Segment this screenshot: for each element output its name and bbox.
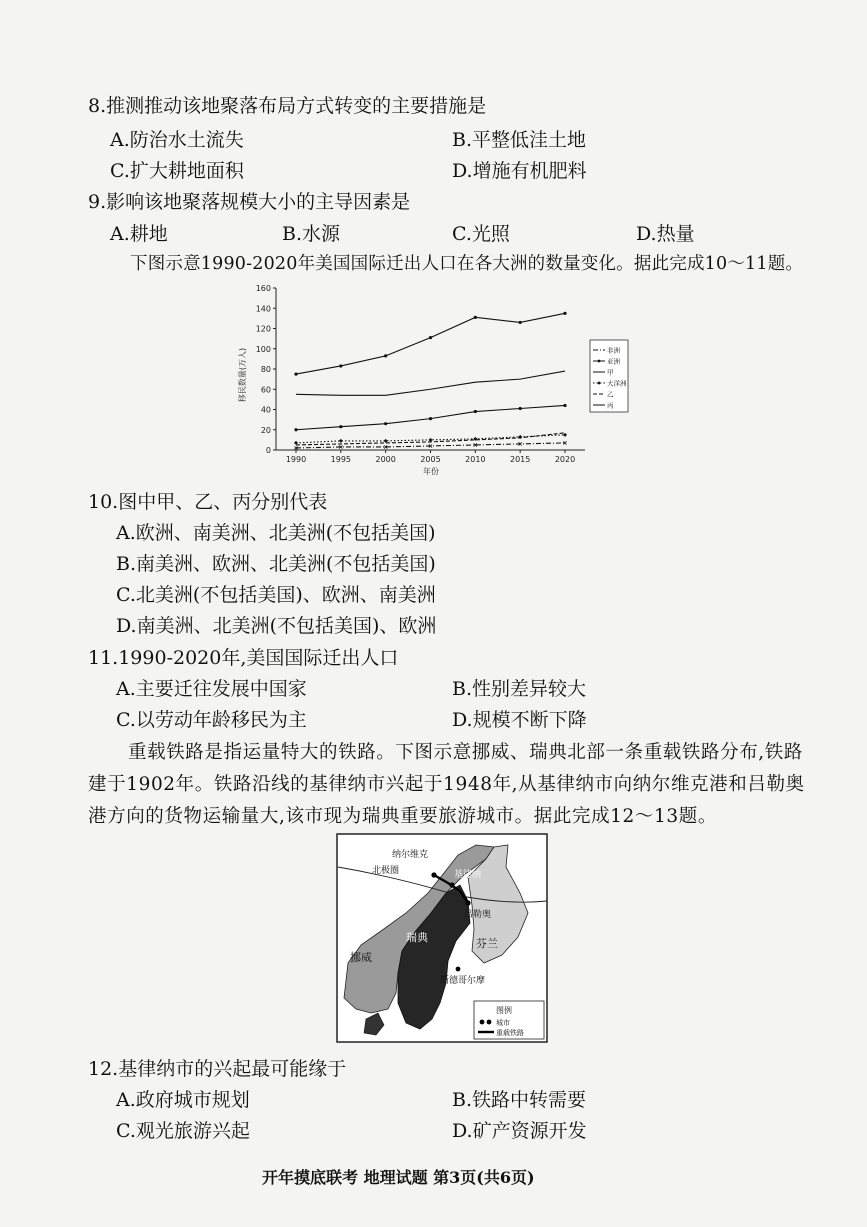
question-9-option-a[interactable]: A.耕地 bbox=[110, 223, 168, 245]
question-9-option-b[interactable]: B.水源 bbox=[282, 223, 341, 245]
question-12-option-c[interactable]: C.观光旅游兴起 bbox=[116, 1120, 250, 1142]
y-axis-ticks bbox=[256, 284, 276, 455]
map-legend-city: 城市 bbox=[496, 1019, 510, 1027]
legend-city-icon bbox=[480, 1020, 485, 1025]
series-line-6 bbox=[296, 371, 565, 395]
question-12-stem: 12.基律纳市的兴起最可能缘于 bbox=[88, 1058, 347, 1080]
kiruna-label: 基律纳 bbox=[454, 870, 482, 880]
question-8-option-a[interactable]: A.防治水土流失 bbox=[110, 129, 244, 151]
legend-label: 丙 bbox=[607, 401, 614, 410]
question-11-option-d[interactable]: D.规模不断下降 bbox=[452, 709, 587, 731]
map-legend-title: 图例 bbox=[496, 1006, 512, 1015]
narvik-label: 纳尔维克 bbox=[392, 850, 429, 860]
legend-label: 非洲 bbox=[607, 346, 620, 355]
question-12-option-a[interactable]: A.政府城市规划 bbox=[116, 1089, 250, 1111]
legend-marker bbox=[598, 360, 601, 363]
finland-label: 芬兰 bbox=[476, 937, 498, 950]
chart-series bbox=[294, 312, 567, 450]
page-footer: 开年摸底联考 地理试题 第3页(共6页) bbox=[262, 1168, 535, 1187]
legend-label: 甲 bbox=[607, 368, 614, 377]
question-8-option-c[interactable]: C.扩大耕地面积 bbox=[110, 160, 244, 182]
x-tick-label: 2005 bbox=[420, 455, 441, 464]
y-tick-label: 40 bbox=[260, 405, 271, 415]
narvik-city-marker bbox=[431, 872, 436, 877]
legend-label: 大洋洲 bbox=[607, 379, 627, 388]
x-tick-label: 2015 bbox=[509, 455, 531, 464]
series-point bbox=[429, 417, 432, 420]
series-point bbox=[384, 439, 388, 443]
lulea-label: 吕勒奥 bbox=[464, 910, 492, 920]
series-point bbox=[294, 372, 297, 375]
y-tick-label: 60 bbox=[260, 385, 271, 395]
legend-city-icon-2 bbox=[487, 1020, 492, 1025]
question-10-option-a[interactable]: A.欧洲、南美洲、北美洲(不包括美国) bbox=[116, 522, 436, 544]
series-point bbox=[384, 422, 387, 425]
series-point bbox=[563, 312, 566, 315]
x-tick-label: 1995 bbox=[330, 455, 352, 464]
sweden-label: 瑞典 bbox=[406, 931, 428, 944]
kiruna-city-marker bbox=[449, 882, 454, 887]
x-tick-label: 1990 bbox=[285, 455, 307, 464]
map-legend bbox=[474, 1001, 544, 1039]
series-point bbox=[429, 336, 432, 339]
intro-paragraph-2-line-1: 重载铁路是指运量特大的铁路。下图示意挪威、瑞典北部一条重载铁路分布,铁路 bbox=[128, 742, 803, 763]
x-tick-label: 2020 bbox=[554, 455, 576, 464]
stockholm-city-marker bbox=[456, 967, 461, 972]
emigration-line-chart bbox=[230, 280, 630, 480]
x-axis-ticks bbox=[286, 450, 575, 464]
question-8-option-b[interactable]: B.平整低洼土地 bbox=[452, 129, 587, 151]
x-axis-label: 年份 bbox=[423, 467, 439, 476]
series-line-2 bbox=[296, 313, 565, 374]
y-tick-label: 120 bbox=[255, 324, 271, 334]
question-10-option-c[interactable]: C.北美洲(不包括美国)、欧洲、南美洲 bbox=[116, 584, 436, 606]
question-9-stem: 9.影响该地聚落规模大小的主导因素是 bbox=[88, 191, 411, 213]
y-axis-label: 移民数量(万人) bbox=[238, 347, 247, 403]
intro-paragraph-2-line-3: 港方向的货物运输量大,该市现为瑞典重要旅游城市。据此完成12～13题。 bbox=[88, 806, 717, 827]
stockholm-label: 斯德哥尔摩 bbox=[440, 976, 486, 986]
question-10-stem: 10.图中甲、乙、丙分别代表 bbox=[88, 491, 328, 513]
question-11-option-b[interactable]: B.性别差异较大 bbox=[452, 678, 587, 700]
series-point bbox=[563, 404, 566, 407]
legend-label: 亚洲 bbox=[607, 357, 620, 366]
series-point bbox=[384, 354, 387, 357]
series-point bbox=[294, 441, 298, 445]
question-8-option-d[interactable]: D.增施有机肥料 bbox=[452, 160, 587, 182]
y-tick-label: 100 bbox=[255, 344, 271, 354]
norway-label: 挪威 bbox=[350, 951, 372, 964]
map-legend-railway: 重载铁路 bbox=[496, 1029, 524, 1037]
legend-label: 乙 bbox=[607, 390, 614, 399]
y-tick-label: 0 bbox=[265, 446, 271, 455]
series-point bbox=[519, 407, 522, 410]
question-11-option-a[interactable]: A.主要迁往发展中国家 bbox=[116, 678, 307, 700]
series-point bbox=[339, 364, 342, 367]
series-point bbox=[519, 321, 522, 324]
x-tick-label: 2000 bbox=[375, 455, 396, 464]
question-12-option-d[interactable]: D.矿产资源开发 bbox=[452, 1120, 587, 1142]
series-point bbox=[339, 425, 342, 428]
arctic-circle-label: 北极圈 bbox=[372, 866, 400, 876]
y-tick-label: 80 bbox=[260, 365, 271, 374]
series-point bbox=[294, 428, 297, 431]
question-9-option-c[interactable]: C.光照 bbox=[452, 223, 510, 245]
question-12-option-b[interactable]: B.铁路中转需要 bbox=[452, 1089, 587, 1111]
scandinavia-railway-map bbox=[336, 833, 548, 1043]
question-8-stem: 8.推测推动该地聚落布局方式转变的主要措施是 bbox=[88, 95, 487, 117]
chart-legend bbox=[590, 340, 628, 412]
series-point bbox=[474, 316, 477, 319]
question-9-option-d[interactable]: D.热量 bbox=[636, 223, 695, 245]
x-tick-label: 2010 bbox=[465, 455, 486, 464]
question-10-option-b[interactable]: B.南美洲、欧洲、北美洲(不包括美国) bbox=[116, 553, 436, 575]
question-11-stem: 11.1990-2020年,美国国际迁出人口 bbox=[88, 647, 399, 669]
lulea-city-marker bbox=[465, 900, 470, 905]
y-tick-label: 20 bbox=[260, 425, 271, 435]
series-point bbox=[474, 410, 477, 413]
question-10-option-d[interactable]: D.南美洲、北美洲(不包括美国)、欧洲 bbox=[116, 615, 437, 637]
intro-paragraph-1: 下图示意1990-2020年美国国际迁出人口在各大洲的数量变化。据此完成10～11题。 bbox=[130, 254, 804, 274]
question-11-option-c[interactable]: C.以劳动年龄移民为主 bbox=[116, 709, 307, 731]
series-point bbox=[339, 439, 343, 443]
y-tick-label: 140 bbox=[255, 304, 271, 314]
intro-paragraph-2-line-2: 建于1902年。铁路沿线的基律纳市兴起于1948年,从基律纳市向纳尔维克港和吕勒奥 bbox=[88, 774, 805, 795]
y-tick-label: 160 bbox=[255, 284, 271, 293]
series-point bbox=[429, 438, 433, 442]
